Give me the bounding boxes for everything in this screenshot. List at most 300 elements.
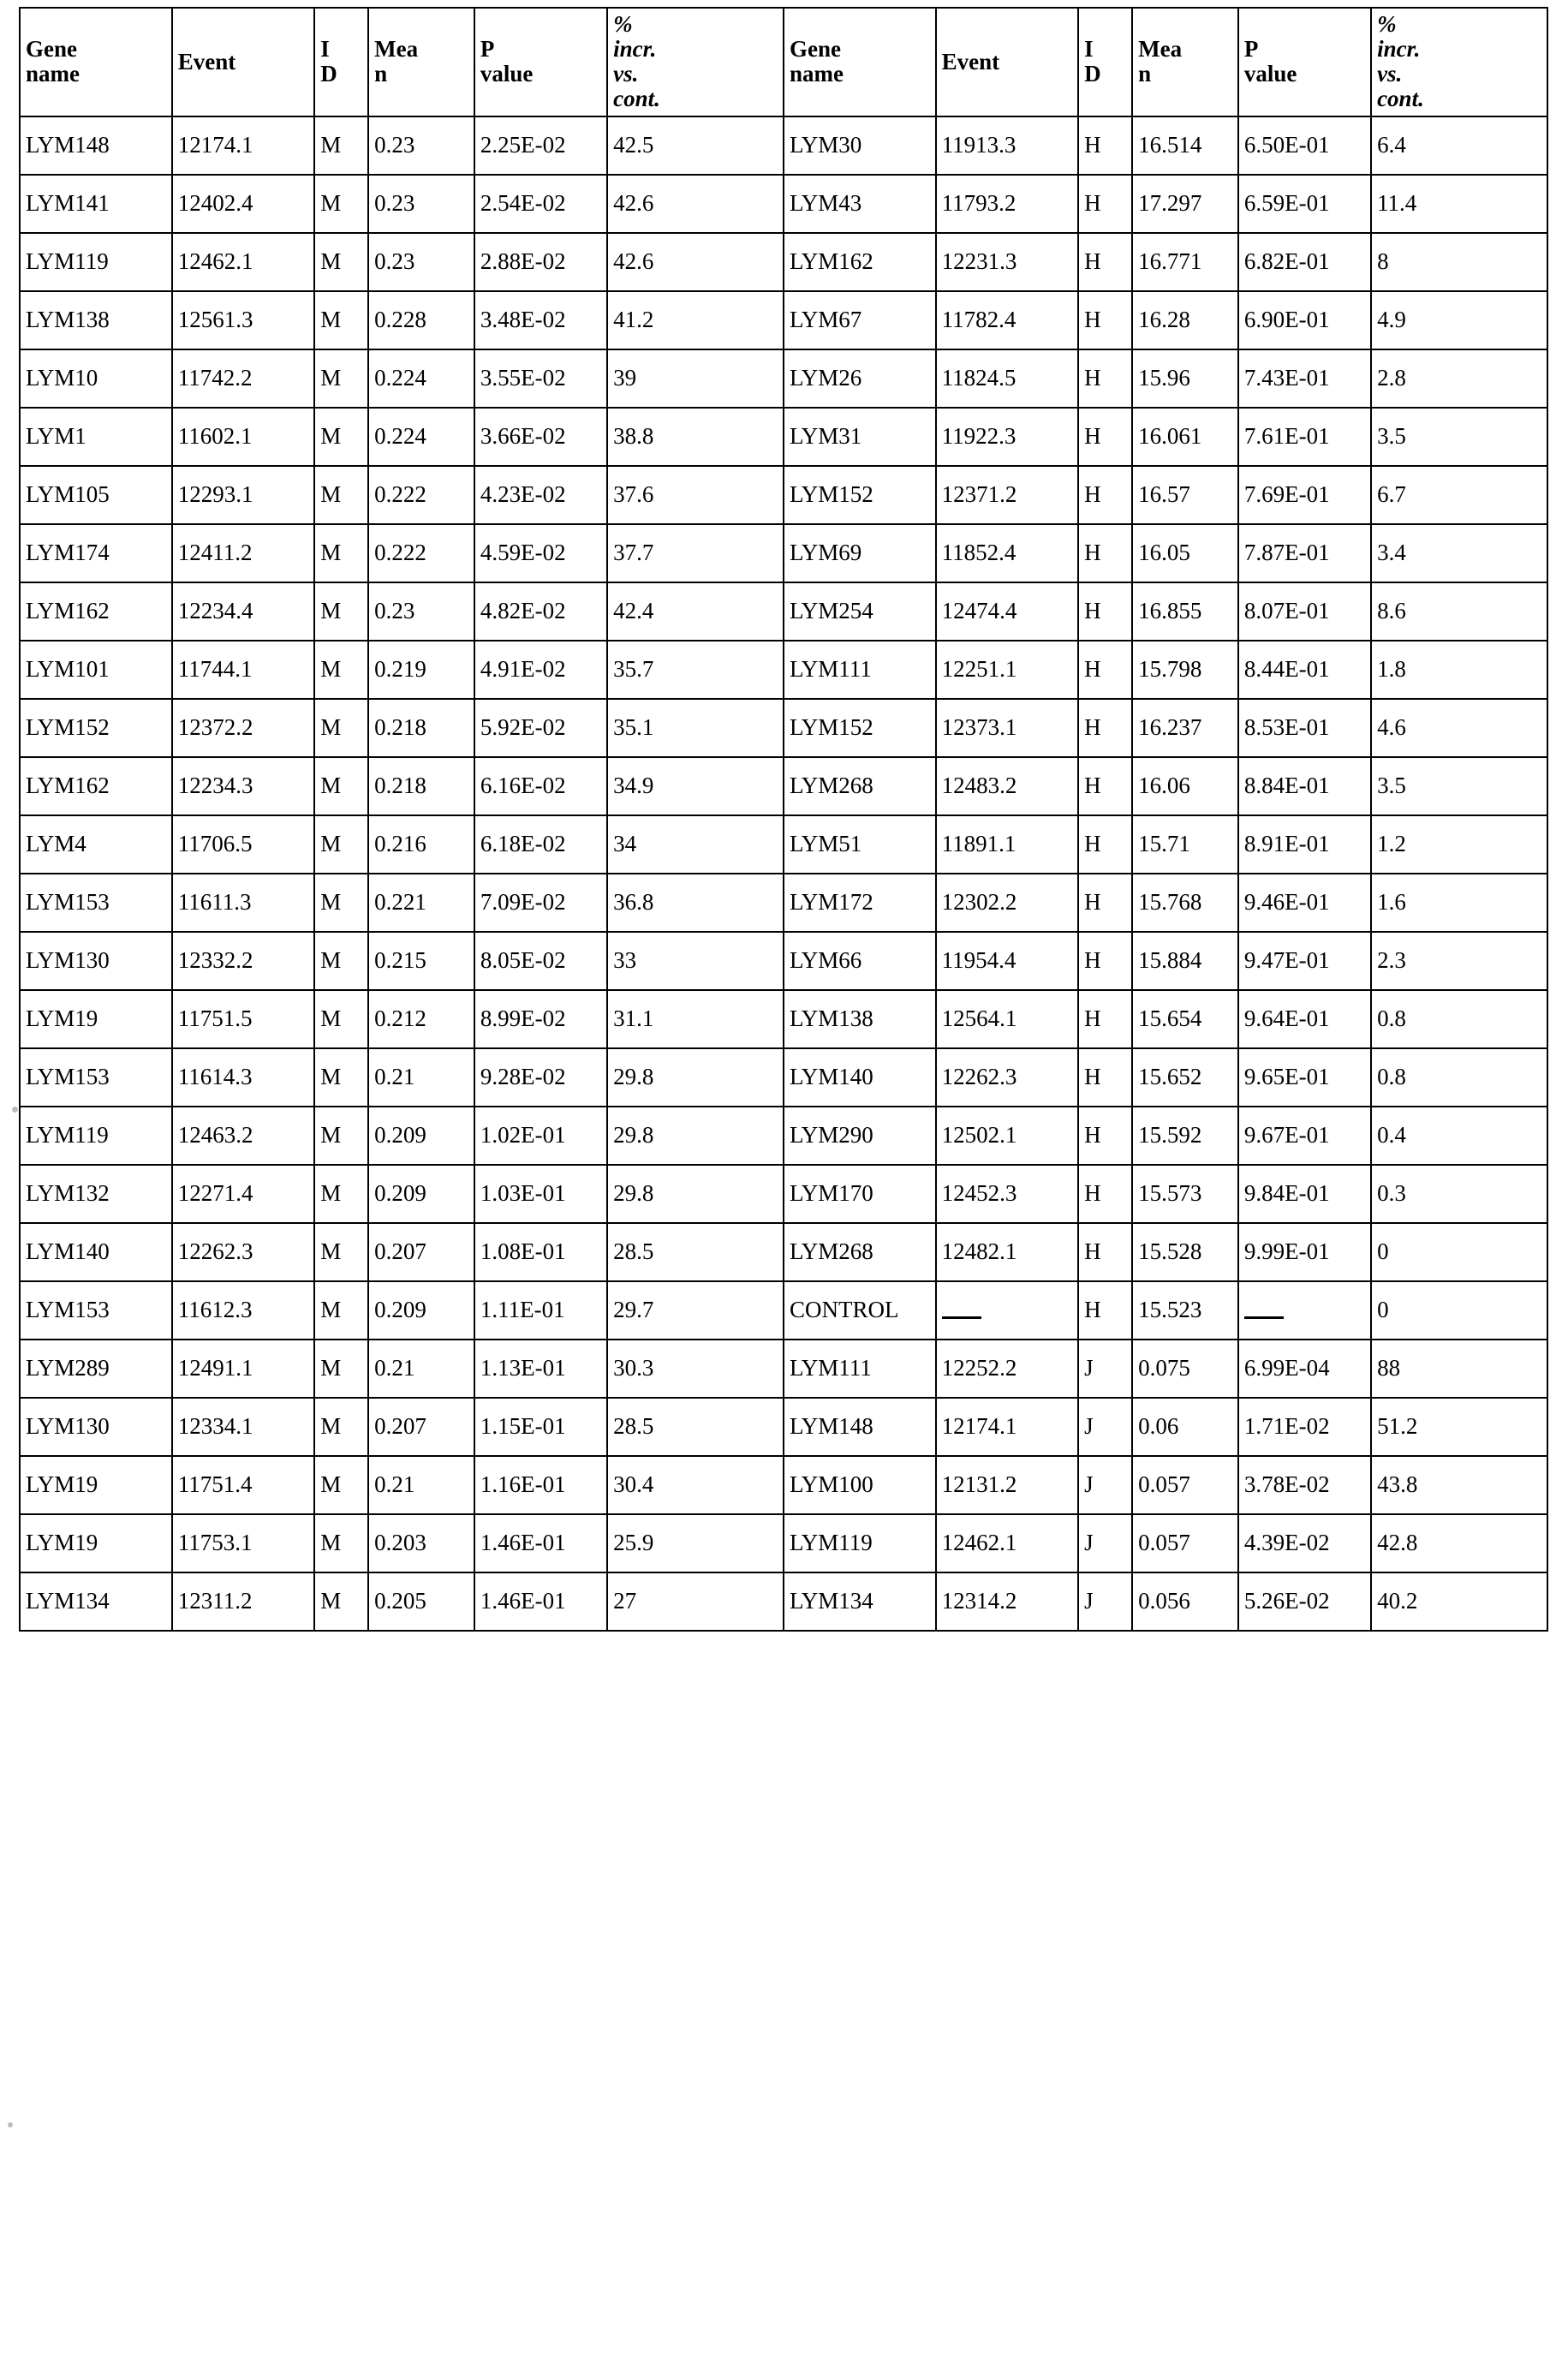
cell-percent-increase: 29.8: [607, 1107, 784, 1165]
cell-percent-increase: 6.7: [1371, 466, 1547, 524]
cell-p-value: 8.05E-02: [474, 932, 607, 990]
cell-id: H: [1078, 233, 1132, 291]
cell-p-value: 6.82E-01: [1238, 233, 1371, 291]
cell-p-value: 1.11E-01: [474, 1281, 607, 1340]
cell-id: M: [314, 1398, 368, 1456]
cell-gene-name: LYM119: [20, 1107, 172, 1165]
table-row: [20, 291, 1547, 349]
cell-gene-name: LYM19: [20, 1456, 172, 1514]
cell-gene-name: LYM30: [784, 116, 936, 175]
cell-event: 12373.1: [936, 699, 1078, 757]
cell-mean: 0.205: [368, 1572, 474, 1631]
cell-p-value: 8.84E-01: [1238, 757, 1371, 815]
header-line: name: [26, 61, 80, 87]
header-line: %: [613, 11, 633, 37]
cell-p-value: 1.08E-01: [474, 1223, 607, 1281]
cell-percent-increase: 1.8: [1371, 641, 1547, 699]
cell-event: 11793.2: [936, 175, 1078, 233]
cell-gene-name: LYM69: [784, 524, 936, 582]
em-dash-placeholder: [942, 1304, 981, 1319]
cell-event: 12491.1: [172, 1340, 314, 1398]
cell-mean: 0.209: [368, 1281, 474, 1340]
cell-event: 12314.2: [936, 1572, 1078, 1631]
cell-mean: 0.23: [368, 116, 474, 175]
cell-percent-increase: 25.9: [607, 1514, 784, 1572]
cell-p-value: 2.25E-02: [474, 116, 607, 175]
cell-mean: 0.203: [368, 1514, 474, 1572]
cell-id: M: [314, 1223, 368, 1281]
cell-gene-name: LYM170: [784, 1165, 936, 1223]
cell-percent-increase: 3.5: [1371, 757, 1547, 815]
cell-gene-name: CONTROL: [784, 1281, 936, 1340]
table-row: [20, 1572, 1547, 1631]
cell-gene-name: LYM19: [20, 990, 172, 1048]
table-row: [20, 1514, 1547, 1572]
cell-p-value: 2.88E-02: [474, 233, 607, 291]
em-dash-placeholder: [1244, 1304, 1284, 1319]
cell-p-value: 1.15E-01: [474, 1398, 607, 1456]
cell-percent-increase: 0: [1371, 1223, 1547, 1281]
cell-mean: 15.798: [1132, 641, 1238, 699]
cell-gene-name: LYM19: [20, 1514, 172, 1572]
cell-mean: 15.523: [1132, 1281, 1238, 1340]
cell-p-value: 3.78E-02: [1238, 1456, 1371, 1514]
header-line: P: [480, 36, 495, 63]
cell-id: M: [314, 757, 368, 815]
cell-mean: 0.207: [368, 1223, 474, 1281]
cell-event: 12252.2: [936, 1340, 1078, 1398]
cell-percent-increase: 30.3: [607, 1340, 784, 1398]
cell-event: [936, 1281, 1078, 1340]
table-row: [20, 1398, 1547, 1456]
cell-p-value: 7.43E-01: [1238, 349, 1371, 408]
cell-p-value: 6.16E-02: [474, 757, 607, 815]
cell-mean: 0.222: [368, 466, 474, 524]
cell-percent-increase: 3.4: [1371, 524, 1547, 582]
cell-mean: 0.224: [368, 408, 474, 466]
cell-percent-increase: 0.8: [1371, 1048, 1547, 1107]
cell-gene-name: LYM67: [784, 291, 936, 349]
cell-p-value: 3.55E-02: [474, 349, 607, 408]
cell-event: 11742.2: [172, 349, 314, 408]
cell-p-value: 6.90E-01: [1238, 291, 1371, 349]
cell-p-value: 1.46E-01: [474, 1514, 607, 1572]
cell-id: M: [314, 582, 368, 641]
cell-p-value: 6.50E-01: [1238, 116, 1371, 175]
cell-percent-increase: 29.8: [607, 1165, 784, 1223]
cell-event: 12411.2: [172, 524, 314, 582]
cell-id: H: [1078, 175, 1132, 233]
cell-id: H: [1078, 524, 1132, 582]
cell-gene-name: LYM162: [20, 582, 172, 641]
header-line: incr.: [613, 36, 657, 63]
header-line: vs.: [613, 61, 639, 87]
cell-gene-name: LYM140: [20, 1223, 172, 1281]
cell-gene-name: LYM289: [20, 1340, 172, 1398]
cell-event: 12402.4: [172, 175, 314, 233]
cell-gene-name: LYM141: [20, 175, 172, 233]
cell-percent-increase: 37.6: [607, 466, 784, 524]
cell-gene-name: LYM138: [20, 291, 172, 349]
cell-mean: 0.222: [368, 524, 474, 582]
cell-gene-name: LYM153: [20, 1048, 172, 1107]
cell-mean: 0.21: [368, 1456, 474, 1514]
cell-id: M: [314, 116, 368, 175]
cell-id: M: [314, 1514, 368, 1572]
cell-mean: 0.23: [368, 582, 474, 641]
cell-percent-increase: 11.4: [1371, 175, 1547, 233]
cell-event: 11913.3: [936, 116, 1078, 175]
table-row: [20, 1456, 1547, 1514]
cell-p-value: 4.39E-02: [1238, 1514, 1371, 1572]
cell-p-value: 9.99E-01: [1238, 1223, 1371, 1281]
cell-gene-name: LYM152: [784, 466, 936, 524]
cell-percent-increase: 34.9: [607, 757, 784, 815]
header-line: cont.: [613, 86, 660, 112]
cell-percent-increase: 35.1: [607, 699, 784, 757]
cell-mean: 16.514: [1132, 116, 1238, 175]
header-line: I: [320, 36, 330, 63]
cell-mean: 16.771: [1132, 233, 1238, 291]
cell-p-value: 8.53E-01: [1238, 699, 1371, 757]
cell-percent-increase: 36.8: [607, 874, 784, 932]
cell-gene-name: LYM138: [784, 990, 936, 1048]
cell-percent-increase: 43.8: [1371, 1456, 1547, 1514]
table-row: [20, 582, 1547, 641]
cell-mean: 16.05: [1132, 524, 1238, 582]
cell-event: 11602.1: [172, 408, 314, 466]
cell-gene-name: LYM119: [784, 1514, 936, 1572]
table-row: [20, 874, 1547, 932]
column-header-percent-increase-left: [607, 8, 784, 116]
cell-p-value: 5.92E-02: [474, 699, 607, 757]
column-header-id-right: [1078, 8, 1132, 116]
cell-mean: 0.215: [368, 932, 474, 990]
cell-percent-increase: 8: [1371, 233, 1547, 291]
cell-id: J: [1078, 1398, 1132, 1456]
cell-event: 12483.2: [936, 757, 1078, 815]
header-line: P: [1243, 36, 1259, 63]
cell-mean: 15.654: [1132, 990, 1238, 1048]
cell-gene-name: LYM148: [784, 1398, 936, 1456]
table-row: [20, 699, 1547, 757]
cell-event: 11706.5: [172, 815, 314, 874]
cell-percent-increase: 6.4: [1371, 116, 1547, 175]
header-line: D: [320, 61, 337, 87]
cell-id: M: [314, 175, 368, 233]
cell-event: 11614.3: [172, 1048, 314, 1107]
cell-gene-name: LYM153: [20, 874, 172, 932]
cell-p-value: 2.54E-02: [474, 175, 607, 233]
cell-id: H: [1078, 582, 1132, 641]
header-line: %: [1377, 11, 1397, 37]
cell-gene-name: LYM10: [20, 349, 172, 408]
column-header-mean-left: [368, 8, 474, 116]
table-row: [20, 175, 1547, 233]
cell-event: 12262.3: [172, 1223, 314, 1281]
cell-id: H: [1078, 641, 1132, 699]
cell-gene-name: LYM4: [20, 815, 172, 874]
cell-mean: 0.209: [368, 1107, 474, 1165]
cell-id: H: [1078, 1281, 1132, 1340]
cell-p-value: 7.09E-02: [474, 874, 607, 932]
cell-event: 12174.1: [936, 1398, 1078, 1456]
cell-percent-increase: 40.2: [1371, 1572, 1547, 1631]
cell-event: 12311.2: [172, 1572, 314, 1631]
cell-p-value: 4.82E-02: [474, 582, 607, 641]
cell-event: 12271.4: [172, 1165, 314, 1223]
cell-id: H: [1078, 815, 1132, 874]
cell-percent-increase: 42.5: [607, 116, 784, 175]
cell-mean: 0.075: [1132, 1340, 1238, 1398]
cell-percent-increase: 29.8: [607, 1048, 784, 1107]
cell-mean: 0.218: [368, 699, 474, 757]
cell-mean: 0.21: [368, 1048, 474, 1107]
cell-gene-name: LYM162: [20, 757, 172, 815]
header-line: Event: [177, 48, 236, 75]
cell-mean: 16.061: [1132, 408, 1238, 466]
cell-gene-name: LYM1: [20, 408, 172, 466]
header-line: vs.: [1377, 61, 1403, 87]
cell-id: J: [1078, 1572, 1132, 1631]
table-row: [20, 932, 1547, 990]
cell-event: 11824.5: [936, 349, 1078, 408]
cell-id: H: [1078, 1223, 1132, 1281]
cell-percent-increase: 31.1: [607, 990, 784, 1048]
cell-gene-name: LYM153: [20, 1281, 172, 1340]
header-line: incr.: [1377, 36, 1421, 63]
table-row: [20, 408, 1547, 466]
cell-gene-name: LYM268: [784, 757, 936, 815]
cell-percent-increase: 28.5: [607, 1398, 784, 1456]
cell-percent-increase: 30.4: [607, 1456, 784, 1514]
cell-percent-increase: 33: [607, 932, 784, 990]
cell-percent-increase: 42.4: [607, 582, 784, 641]
cell-event: 11852.4: [936, 524, 1078, 582]
cell-id: M: [314, 815, 368, 874]
cell-id: H: [1078, 1107, 1132, 1165]
cell-id: M: [314, 1048, 368, 1107]
cell-id: H: [1078, 699, 1132, 757]
cell-id: H: [1078, 466, 1132, 524]
cell-event: 11782.4: [936, 291, 1078, 349]
cell-id: M: [314, 1281, 368, 1340]
cell-gene-name: LYM174: [20, 524, 172, 582]
cell-gene-name: LYM43: [784, 175, 936, 233]
cell-id: M: [314, 1340, 368, 1398]
cell-percent-increase: 35.7: [607, 641, 784, 699]
cell-percent-increase: 2.3: [1371, 932, 1547, 990]
cell-event: 12231.3: [936, 233, 1078, 291]
table-row: [20, 1223, 1547, 1281]
cell-p-value: 3.48E-02: [474, 291, 607, 349]
table-row: [20, 757, 1547, 815]
cell-event: 12371.2: [936, 466, 1078, 524]
cell-mean: 15.592: [1132, 1107, 1238, 1165]
cell-event: 12452.3: [936, 1165, 1078, 1223]
cell-gene-name: LYM148: [20, 116, 172, 175]
cell-mean: 16.855: [1132, 582, 1238, 641]
cell-id: M: [314, 874, 368, 932]
cell-p-value: 9.47E-01: [1238, 932, 1371, 990]
header-line: value: [480, 61, 534, 87]
cell-gene-name: LYM162: [784, 233, 936, 291]
cell-gene-name: LYM31: [784, 408, 936, 466]
cell-event: 12234.3: [172, 757, 314, 815]
cell-p-value: [1238, 1281, 1371, 1340]
cell-gene-name: LYM119: [20, 233, 172, 291]
cell-gene-name: LYM105: [20, 466, 172, 524]
cell-gene-name: LYM134: [20, 1572, 172, 1631]
table-row: [20, 466, 1547, 524]
cell-mean: 15.884: [1132, 932, 1238, 990]
cell-gene-name: LYM101: [20, 641, 172, 699]
table-row: [20, 116, 1547, 175]
cell-gene-name: LYM111: [784, 641, 936, 699]
cell-mean: 0.057: [1132, 1456, 1238, 1514]
cell-percent-increase: 28.5: [607, 1223, 784, 1281]
table-row: [20, 1107, 1547, 1165]
cell-gene-name: LYM140: [784, 1048, 936, 1107]
cell-id: H: [1078, 932, 1132, 990]
scan-speck: [12, 1107, 18, 1113]
table-header-row: [20, 8, 1547, 116]
cell-gene-name: LYM152: [784, 699, 936, 757]
table-row: [20, 641, 1547, 699]
cell-mean: 15.573: [1132, 1165, 1238, 1223]
cell-percent-increase: 4.6: [1371, 699, 1547, 757]
cell-p-value: 9.84E-01: [1238, 1165, 1371, 1223]
cell-p-value: 4.59E-02: [474, 524, 607, 582]
cell-event: 11922.3: [936, 408, 1078, 466]
cell-event: 11753.1: [172, 1514, 314, 1572]
cell-id: H: [1078, 990, 1132, 1048]
cell-event: 12302.2: [936, 874, 1078, 932]
cell-mean: 0.224: [368, 349, 474, 408]
cell-p-value: 9.65E-01: [1238, 1048, 1371, 1107]
cell-mean: 0.216: [368, 815, 474, 874]
cell-mean: 17.297: [1132, 175, 1238, 233]
cell-percent-increase: 34: [607, 815, 784, 874]
cell-event: 12564.1: [936, 990, 1078, 1048]
table-row: [20, 1281, 1547, 1340]
cell-event: 11954.4: [936, 932, 1078, 990]
cell-event: 12332.2: [172, 932, 314, 990]
cell-p-value: 8.07E-01: [1238, 582, 1371, 641]
cell-percent-increase: 42.6: [607, 233, 784, 291]
cell-p-value: 4.91E-02: [474, 641, 607, 699]
cell-percent-increase: 29.7: [607, 1281, 784, 1340]
cell-gene-name: LYM51: [784, 815, 936, 874]
cell-id: M: [314, 699, 368, 757]
cell-mean: 0.219: [368, 641, 474, 699]
cell-event: 11612.3: [172, 1281, 314, 1340]
header-line: I: [1084, 36, 1094, 63]
cell-event: 12334.1: [172, 1398, 314, 1456]
cell-p-value: 1.03E-01: [474, 1165, 607, 1223]
cell-id: H: [1078, 874, 1132, 932]
cell-event: 12474.4: [936, 582, 1078, 641]
header-line: value: [1243, 61, 1297, 87]
cell-gene-name: LYM111: [784, 1340, 936, 1398]
cell-percent-increase: 38.8: [607, 408, 784, 466]
table-row: [20, 1048, 1547, 1107]
header-line: n: [1138, 61, 1152, 87]
cell-p-value: 9.64E-01: [1238, 990, 1371, 1048]
cell-event: 12482.1: [936, 1223, 1078, 1281]
cell-event: 12131.2: [936, 1456, 1078, 1514]
cell-p-value: 9.67E-01: [1238, 1107, 1371, 1165]
header-line: Mea: [1138, 36, 1183, 63]
column-header-event-right: [936, 8, 1078, 116]
table-row: [20, 1340, 1547, 1398]
header-line: Gene: [26, 36, 77, 63]
cell-p-value: 5.26E-02: [1238, 1572, 1371, 1631]
cell-event: 12462.1: [936, 1514, 1078, 1572]
cell-gene-name: LYM100: [784, 1456, 936, 1514]
cell-event: 11751.4: [172, 1456, 314, 1514]
column-header-percent-increase-right: [1371, 8, 1547, 116]
scan-speck: [8, 2122, 13, 2127]
cell-percent-increase: 0.4: [1371, 1107, 1547, 1165]
cell-percent-increase: 0.8: [1371, 990, 1547, 1048]
column-header-event-left: [172, 8, 314, 116]
cell-gene-name: LYM130: [20, 932, 172, 990]
cell-percent-increase: 37.7: [607, 524, 784, 582]
cell-percent-increase: 0: [1371, 1281, 1547, 1340]
cell-event: 12372.2: [172, 699, 314, 757]
cell-p-value: 7.69E-01: [1238, 466, 1371, 524]
table-row: [20, 233, 1547, 291]
header-line: Mea: [374, 36, 419, 63]
cell-mean: 0.212: [368, 990, 474, 1048]
cell-mean: 0.06: [1132, 1398, 1238, 1456]
cell-gene-name: LYM152: [20, 699, 172, 757]
cell-p-value: 3.66E-02: [474, 408, 607, 466]
cell-id: M: [314, 408, 368, 466]
cell-percent-increase: 41.2: [607, 291, 784, 349]
table-row: [20, 1165, 1547, 1223]
cell-p-value: 1.13E-01: [474, 1340, 607, 1398]
header-line: n: [374, 61, 388, 87]
cell-percent-increase: 39: [607, 349, 784, 408]
cell-id: M: [314, 641, 368, 699]
cell-id: M: [314, 349, 368, 408]
cell-event: 11891.1: [936, 815, 1078, 874]
cell-p-value: 1.16E-01: [474, 1456, 607, 1514]
cell-id: H: [1078, 408, 1132, 466]
cell-mean: 15.528: [1132, 1223, 1238, 1281]
column-header-gene-name-left: [20, 8, 172, 116]
cell-percent-increase: 2.8: [1371, 349, 1547, 408]
cell-percent-increase: 88: [1371, 1340, 1547, 1398]
header-line: D: [1084, 61, 1101, 87]
cell-id: M: [314, 1456, 368, 1514]
cell-p-value: 7.87E-01: [1238, 524, 1371, 582]
cell-event: 11611.3: [172, 874, 314, 932]
cell-p-value: 8.91E-01: [1238, 815, 1371, 874]
cell-p-value: 9.46E-01: [1238, 874, 1371, 932]
cell-gene-name: LYM26: [784, 349, 936, 408]
cell-percent-increase: 42.8: [1371, 1514, 1547, 1572]
cell-event: 12251.1: [936, 641, 1078, 699]
cell-gene-name: LYM66: [784, 932, 936, 990]
column-header-mean-right: [1132, 8, 1238, 116]
cell-mean: 15.768: [1132, 874, 1238, 932]
cell-id: H: [1078, 116, 1132, 175]
cell-id: M: [314, 1107, 368, 1165]
cell-mean: 0.23: [368, 175, 474, 233]
